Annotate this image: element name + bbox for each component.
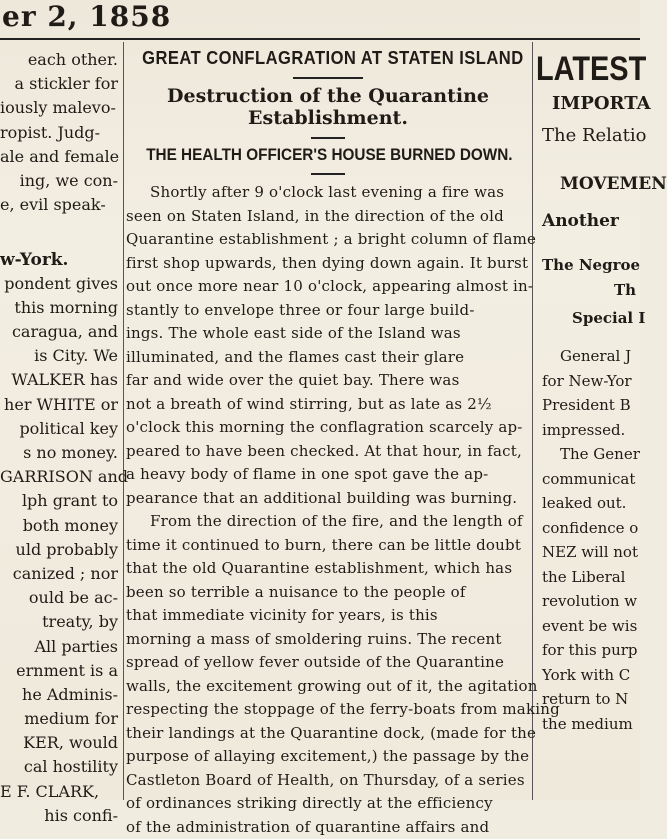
right-line: NEZ will not	[542, 540, 640, 565]
article-line: time it continued to burn, there can be little doubt	[126, 534, 530, 558]
article-line: been so terrible a nuisance to the people of	[126, 581, 530, 605]
left-line: both money	[0, 514, 118, 538]
left-line: E F. CLARK,	[0, 780, 118, 804]
article-line: not a breath of wind stirring, but as late as 2½	[126, 393, 530, 417]
left-line: treaty, by	[0, 610, 118, 634]
right-line	[542, 334, 640, 344]
article-line: stantly to envelope three or four large build-	[126, 299, 530, 323]
article-line: pearance that an additional building was burning.	[126, 487, 530, 511]
article-line: of ordinances striking directly at the efficiency	[126, 792, 530, 816]
left-line: ropist. Judg-	[0, 121, 118, 145]
right-line: Special I	[542, 302, 640, 334]
article-line: spread of yellow fever outside of the Quarantine	[126, 651, 530, 675]
left-line: a stickler for	[0, 72, 118, 96]
article-line: illuminated, and the flames cast their glare	[126, 346, 530, 370]
article-line: their landings at the Quarantine dock, (made for the	[126, 722, 530, 746]
article-line: Quarantine establishment ; a bright column of flame	[126, 228, 530, 252]
right-line: The Negroe	[542, 253, 640, 278]
left-line: his confi-	[0, 804, 118, 828]
left-line: is City. We	[0, 344, 118, 368]
article-line: of the administration of quarantine affairs and	[126, 816, 530, 839]
article-deck: THE HEALTH OFFICER'S HOUSE BURNED DOWN.	[146, 145, 510, 165]
left-line: uld probably	[0, 538, 118, 562]
right-line: for New-Yor	[542, 369, 640, 394]
deck-divider	[311, 173, 345, 175]
article-line: Castleton Board of Health, on Thursday, of a series	[126, 769, 530, 793]
article-line: morning a mass of smoldering ruins. The recent	[126, 628, 530, 652]
left-line: All parties	[0, 635, 118, 659]
left-line: KER, would	[0, 731, 118, 755]
article-line: out once more near 10 o'clock, appearing almost in-	[126, 275, 530, 299]
article-line: first shop upwards, then dying down again. It burst	[126, 252, 530, 276]
article-subhead-line: Destruction of the Quarantine	[126, 85, 530, 107]
left-line: caragua, and	[0, 320, 118, 344]
article-line: seen on Staten Island, in the direction of the old	[126, 205, 530, 229]
left-section-heading: w-York.	[0, 248, 118, 272]
article-headline: GREAT CONFLAGRATION AT STATEN ISLAND	[142, 48, 514, 69]
right-line: President B	[542, 393, 640, 418]
right-line: MOVEMEN	[542, 169, 640, 199]
right-line: The Relatio	[542, 119, 640, 153]
masthead-date: er 2, 1858	[2, 0, 171, 33]
right-line: confidence o	[542, 516, 640, 541]
left-line	[0, 217, 118, 241]
left-line: GARRISON and	[0, 465, 118, 489]
left-line: he Adminis-	[0, 683, 118, 707]
masthead	[0, 0, 640, 36]
left-column-text	[0, 40, 118, 828]
article-line: far and wide over the quiet bay. There was	[126, 369, 530, 393]
right-column-text	[536, 89, 640, 736]
right-line: leaked out.	[542, 491, 640, 516]
right-line: event be wis	[542, 614, 640, 639]
article-line: ings. The whole east side of the Island was	[126, 322, 530, 346]
right-line: IMPORTA	[542, 89, 640, 119]
right-line: the medium	[542, 712, 640, 737]
left-line: this morning	[0, 296, 118, 320]
left-line: lph grant to	[0, 489, 118, 513]
left-line: ale and female	[0, 145, 118, 169]
left-line: political key	[0, 417, 118, 441]
left-line: e, evil speak-	[0, 193, 118, 217]
headline-divider	[293, 77, 363, 79]
article-line: o'clock this morning the conflagration scarcely ap-	[126, 416, 530, 440]
right-line	[542, 153, 640, 169]
left-line: ing, we con-	[0, 169, 118, 193]
right-line: impressed.	[542, 418, 640, 443]
left-line: ould be ac-	[0, 586, 118, 610]
subhead-divider	[311, 137, 345, 139]
right-line: the Liberal	[542, 565, 640, 590]
right-line: communicat	[542, 467, 640, 492]
left-line: ernment is a	[0, 659, 118, 683]
right-line: Th	[542, 278, 640, 303]
article-body	[126, 181, 530, 839]
article-line: walls, the excitement growing out of it, the agitation	[126, 675, 530, 699]
right-line: return to N	[542, 687, 640, 712]
article-line: purpose of allaying excitement,) the passage by the	[126, 745, 530, 769]
left-line: canized ; nor	[0, 562, 118, 586]
article-line: that immediate vicinity for years, is this	[126, 604, 530, 628]
left-line: WALKER has	[0, 368, 118, 392]
article-line: respecting the stoppage of the ferry-boats from making	[126, 698, 530, 722]
right-headline: LATEST	[536, 50, 624, 89]
right-line: revolution w	[542, 589, 640, 614]
left-column	[0, 40, 118, 800]
article-line: that the old Quarantine establishment, which has	[126, 557, 530, 581]
article-line: Shortly after 9 o'clock last evening a fire was	[126, 181, 530, 205]
column-rule-left	[123, 42, 124, 800]
left-line: iously malevo-	[0, 96, 118, 120]
right-line: York with C	[542, 663, 640, 688]
article-line: a heavy body of flame in one spot gave the ap-	[126, 463, 530, 487]
right-line: The Gener	[542, 442, 640, 467]
article-line: peared to have been checked. At that hour, in fact,	[126, 440, 530, 464]
article-line: From the direction of the fire, and the length of	[126, 510, 530, 534]
right-line	[542, 235, 640, 253]
left-line: her WHITE or	[0, 393, 118, 417]
left-line: pondent gives	[0, 272, 118, 296]
article-column	[126, 40, 530, 800]
left-line: each other.	[0, 48, 118, 72]
left-line: cal hostility	[0, 755, 118, 779]
right-line: for this purp	[542, 638, 640, 663]
right-column	[536, 40, 640, 800]
right-line: Another	[542, 207, 640, 235]
article-subhead	[126, 85, 530, 129]
left-line: medium for	[0, 707, 118, 731]
right-line	[542, 199, 640, 207]
article-subhead-line: Establishment.	[126, 107, 530, 129]
right-line: General J	[542, 344, 640, 369]
left-line: s no money.	[0, 441, 118, 465]
